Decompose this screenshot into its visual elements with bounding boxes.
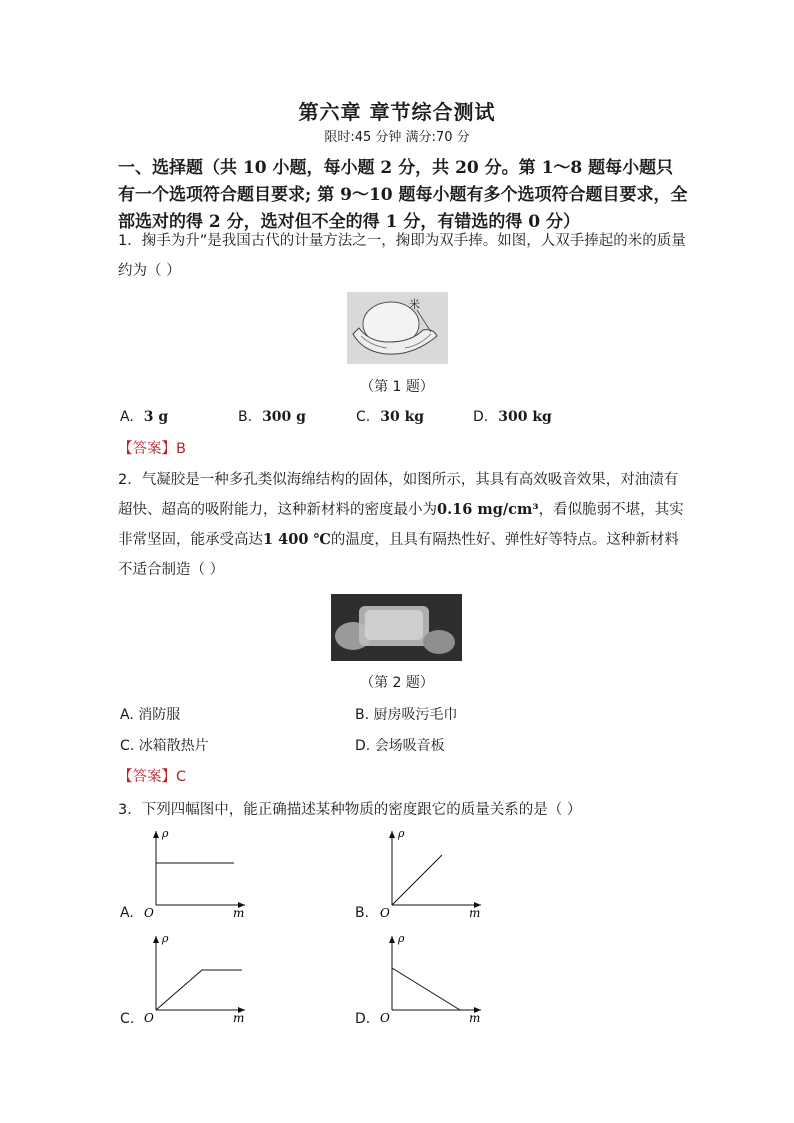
aerogel-photo-illustration [331,594,462,661]
page-subtitle: 限时:45 分钟 满分:70 分 [324,130,470,145]
graph-d-origin: O [380,1011,390,1025]
temperature-value: 1 400 ℃ [263,531,331,548]
question-2-text: 2．气凝胶是一种多孔类似海绵结构的固体，如图所示，其具有高效吸音效果，对油渍有超快、超高的吸附能力，这种新材料的密度最小为0.16 mg/cm³，看似脆弱不堪，其实非常坚固，能承受高达1 400 ℃的温度，且具有隔热性好、弹性好等特点。这种新材料不适合制造（ ） [118,472,684,578]
graph-d-y-label: ρ [398,932,405,945]
page-title: 第六章 章节综合测试 [298,100,496,124]
q2-answer: 【答案】C [118,769,187,785]
graph-c-origin: O [144,1011,154,1025]
graph-a[interactable] [140,825,250,920]
rice-label: 米 [409,298,420,311]
q2-option-b[interactable]: B. 厨房吸污毛巾 [355,707,458,723]
graph-c[interactable] [140,930,250,1025]
density-value: 0.16 mg/cm³ [437,501,539,518]
graph-b-letter: B. [355,905,370,921]
graph-b-origin: O [380,906,390,920]
q2-option-d[interactable]: D. 会场吸音板 [355,738,445,754]
question-2-caption: （第 2 题） [360,675,434,691]
graph-c-y-label: ρ [162,932,169,945]
q2-option-c[interactable]: C. 冰箱散热片 [120,738,209,754]
graph-b[interactable] [376,825,486,920]
graph-d-x-label: m [469,1011,481,1025]
graph-a-letter: A. [120,905,134,921]
graph-b-y-label: ρ [398,827,405,840]
q2-option-a[interactable]: A. 消防服 [120,707,181,723]
graph-b-x-label: m [469,906,481,920]
hands-holding-rice-illustration [347,292,448,364]
graph-a-y-label: ρ [162,827,169,840]
question-1-caption: （第 1 题） [360,379,434,395]
question-1-image [347,292,448,364]
question-2-image [331,594,462,661]
graph-a-origin: O [144,906,154,920]
q1-answer: 【答案】B [118,441,186,457]
q1-option-a[interactable]: A. 3 g [120,409,169,425]
graph-d-letter: D. [355,1011,371,1027]
q1-option-d[interactable]: D. 300 kg [473,409,552,425]
q1-option-b[interactable]: B. 300 g [238,409,306,425]
graph-a-x-label: m [233,906,245,920]
graph-c-x-label: m [233,1011,245,1025]
section-heading: 一、选择题（共 10 小题，每小题 2 分，共 20 分。第 1～8 题每小题只有一个选项符合题目要求; 第 9～10 题每小题有多个选项符合题目要求，全部选对的得 2 分，选对但不全的得 1 分，有错选的得 0 分） [118,158,688,232]
graph-c-letter: C. [120,1011,135,1027]
question-1-text: 1．掬手为升”是我国古代的计量方法之一，掬即为双手捧。如图，人双手捧起的米的质量约为（ ） [118,233,686,279]
q1-option-c[interactable]: C. 30 kg [356,409,425,425]
question-3-text: 3．下列四幅图中，能正确描述某种物质的密度跟它的质量关系的是（ ） [118,802,582,818]
graph-d[interactable] [376,930,486,1025]
